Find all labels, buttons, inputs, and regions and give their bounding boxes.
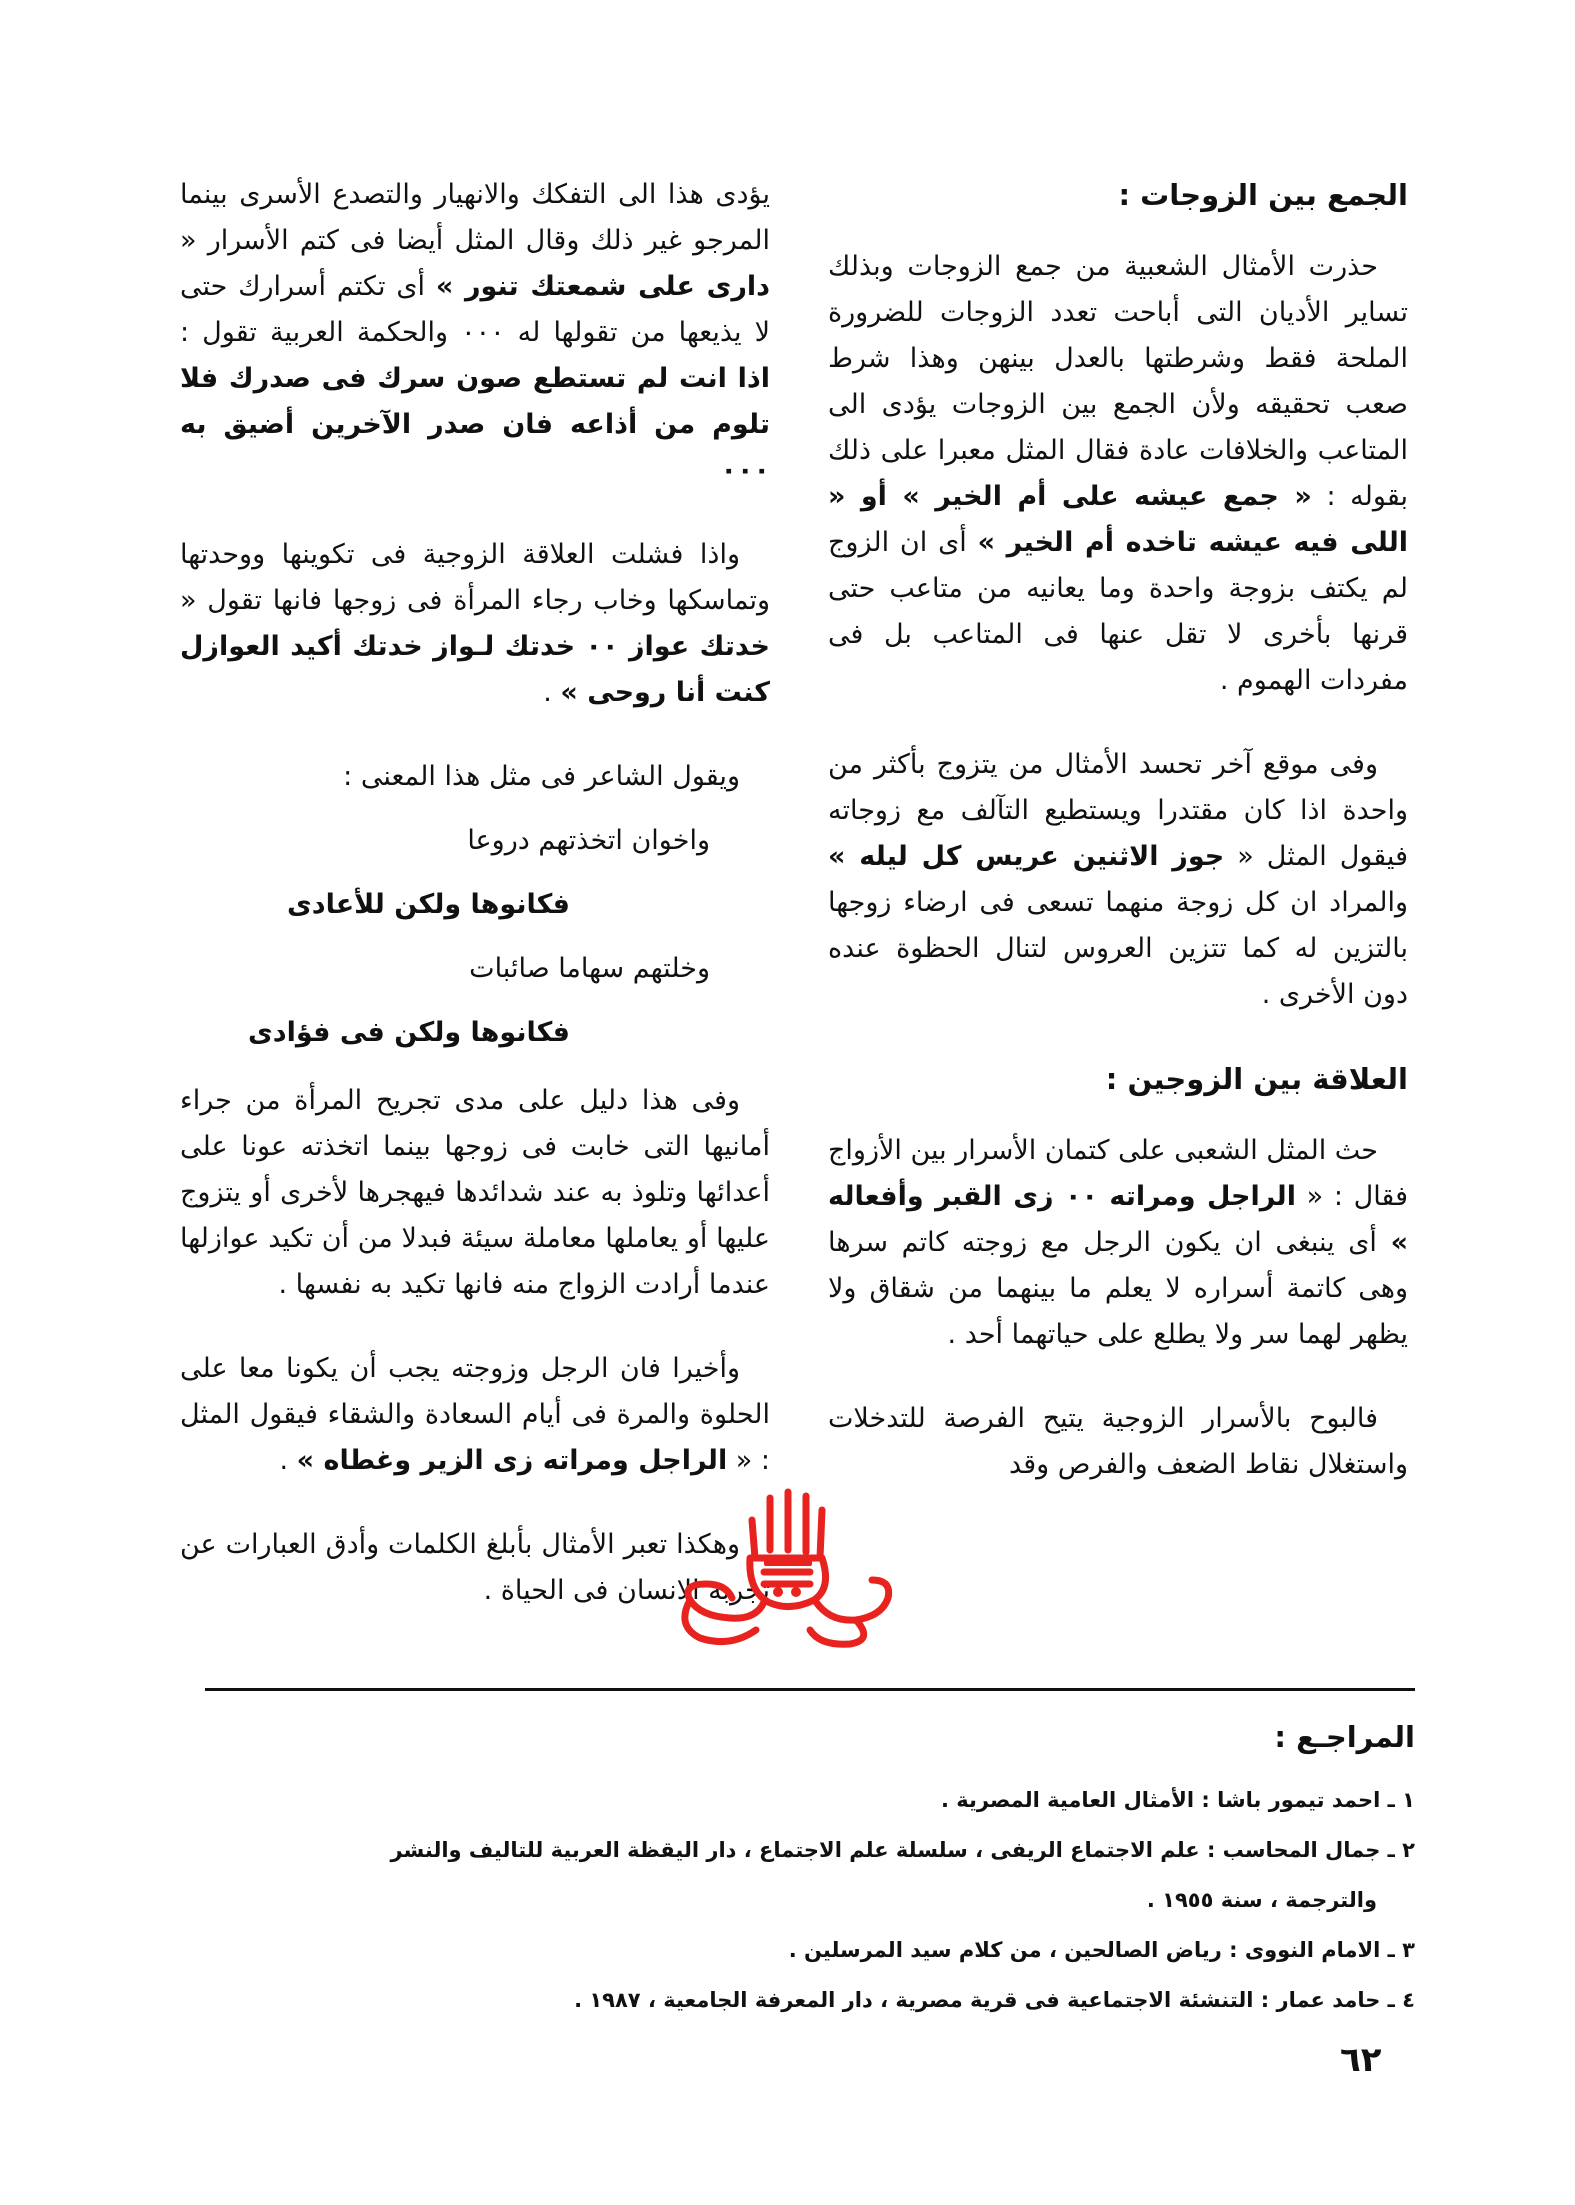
divider-rule	[205, 1688, 1415, 1691]
paragraph	[828, 742, 1408, 1018]
left-column	[180, 172, 770, 1652]
paragraph	[180, 532, 770, 716]
section-heading-relationship: العلاقة بين الزوجين :	[1105, 1062, 1408, 1096]
poem-line: فكانوها ولكن للأعادى	[287, 889, 570, 920]
proverb-quote: « جمع عيشه على أم الخير » أو « اللى فيه عيشه تاخده أم الخير »	[828, 481, 1408, 558]
paragraph-text: أى ان الزوج لم يكتف بزوجة واحدة وما يعانيه من متاعب حتى قرنها بأخرى لا تقل عنها فى المتاعب بل فى مفردات الهموم .	[828, 527, 1408, 696]
paragraph-text: .	[279, 1445, 289, 1476]
paragraph-text: يؤدى هذا الى التفكك والانهيار والتصدع الأسرى بينما المرجو غير ذلك وقال المثل أيضا فى كتم الأسرار «	[180, 179, 770, 256]
proverb-quote: خدتك عواز ٠٠ خدتك لـواز خدتك أكيد العوازل كنت أنا روحى »	[180, 631, 770, 708]
paragraph: وفى هذا دليل على مدى تجريح المرأة من جراء أمانيها التى خابت فى زوجها بينما اتخذته عونا على أعدائها وتلوذ به عند شدائدها فيهجرها لأخرى أو يتزوج عليها أو يعاملها معاملة سيئة فبدلا من أن تكيد عوازلها عندما أرادت الزواج منه فانها تكيد به نفسها .	[180, 1085, 770, 1300]
references-title: المراجـع :	[1274, 1720, 1415, 1754]
paragraph	[828, 1128, 1408, 1358]
paragraph-text: أى تكتم أسرارك حتى لا يذيعها من تقولها له ٠٠٠ والحكمة العربية تقول :	[180, 271, 770, 348]
paragraph-text: حذرت الأمثال الشعبية من جمع الزوجات وبذلك تساير الأديان التى أباحت تعدد الزوجات للضرورة الملحة فقط وشرطتها بالعدل بينهن وهذا شرط صعب تحقيقه ولأن الجمع بين الزوجات يؤدى الى المتاعب والخلافات عادة فقال المثل معبرا على ذلك بقوله :	[828, 251, 1408, 512]
paragraph	[180, 1346, 770, 1484]
reference-item: ١ ـ احمد تيمور باشا : الأمثال العامية المصرية .	[940, 1788, 1415, 1812]
proverb-quote: جوز الاثنين عريس كل ليله »	[828, 841, 1225, 872]
page-number: ٦٢	[1340, 2040, 1382, 2080]
paragraph-text: واذا فشلت العلاقة الزوجية فى تكوينها ووحدتها وتماسكها وخاب رجاء المرأة فى زوجها فانها تقول «	[180, 539, 770, 616]
references-section	[205, 1720, 1415, 2030]
right-column	[828, 172, 1408, 1526]
proverb-quote: دارى على شمعتك تنور »	[435, 271, 770, 302]
poem	[180, 818, 770, 1056]
poem-line: فكانوها ولكن فى فؤادى	[247, 1017, 570, 1048]
proverb-quote: الراجل ومراته زى الزير وغطاه »	[296, 1445, 728, 1476]
reference-item: ٣ ـ الامام النووى : رياض الصالحين ، من كلام سيد المرسلين .	[788, 1938, 1415, 1962]
section-heading-polygamy: الجمع بين الزوجات :	[1118, 178, 1408, 212]
proverb-quote: الراجل ومراته ٠٠ زى القبر وأفعاله »	[828, 1181, 1409, 1258]
paragraph-text: .	[543, 677, 552, 708]
reference-item: ٢ ـ جمال المحاسب : علم الاجتماع الريفى ، سلسلة علم الاجتماع ، دار اليقظة العربية للتاليف والنشر	[390, 1838, 1415, 1862]
paragraph-text: وفى موقع آخر تحسد الأمثال من يتزوج بأكثر من واحدة اذا كان مقتدرا ويستطيع التآلف مع زوجاته فيقول المثل «	[828, 749, 1408, 872]
reference-item: ٤ ـ حامد عمار : التنشئة الاجتماعية فى قرية مصرية ، دار المعرفة الجامعية ، ١٩٨٧ .	[574, 1988, 1415, 2012]
hamsa-hand-icon	[660, 1480, 900, 1650]
paragraph: وهكذا تعبر الأمثال بأبلغ الكلمات وأدق العبارات عن تجربة الانسان فى الحياة .	[180, 1529, 770, 1606]
paragraph	[180, 172, 770, 494]
paragraph	[828, 244, 1408, 704]
paragraph-text: حث المثل الشعبى على كتمان الأسرار بين الأزواج فقال : «	[827, 1135, 1408, 1212]
paragraph-text: أى ينبغى ان يكون الرجل مع زوجته كاتم سرها وهى كاتمة أسراره لا يعلم ما بينهما من شقاق ولا يظهر لهما سر ولا يطلع على حياتهما أحد .	[828, 1227, 1408, 1350]
poem-line: وخلتهم سهاما صائبات	[469, 953, 710, 984]
paragraph: ويقول الشاعر فى مثل هذا المعنى :	[343, 761, 740, 792]
paragraph-text: وأخيرا فان الرجل وزوجته يجب أن يكونا معا على الحلوة والمرة فى أيام السعادة والشقاء فيقول المثل : «	[180, 1353, 770, 1476]
proverb-quote: اذا انت لم تستطع صون سرك فى صدرك فلا تلوم من أذاعه فان صدر الآخرين أضيق به ٠٠٠	[180, 363, 770, 486]
paragraph: فالبوح بالأسرار الزوجية يتيح الفرصة للتدخلات واستغلال نقاط الضعف والفرص وقد	[828, 1403, 1408, 1480]
paragraph-text: والمراد ان كل زوجة منهما تسعى فى ارضاء زوجها بالتزين له كما تتزين العروس لتنال الحظوة عنده دون الأخرى .	[828, 887, 1408, 1010]
reference-item-continuation: والترجمة ، سنة ١٩٥٥ .	[1146, 1888, 1377, 1912]
poem-line: واخوان اتخذتهم دروعا	[467, 825, 710, 856]
